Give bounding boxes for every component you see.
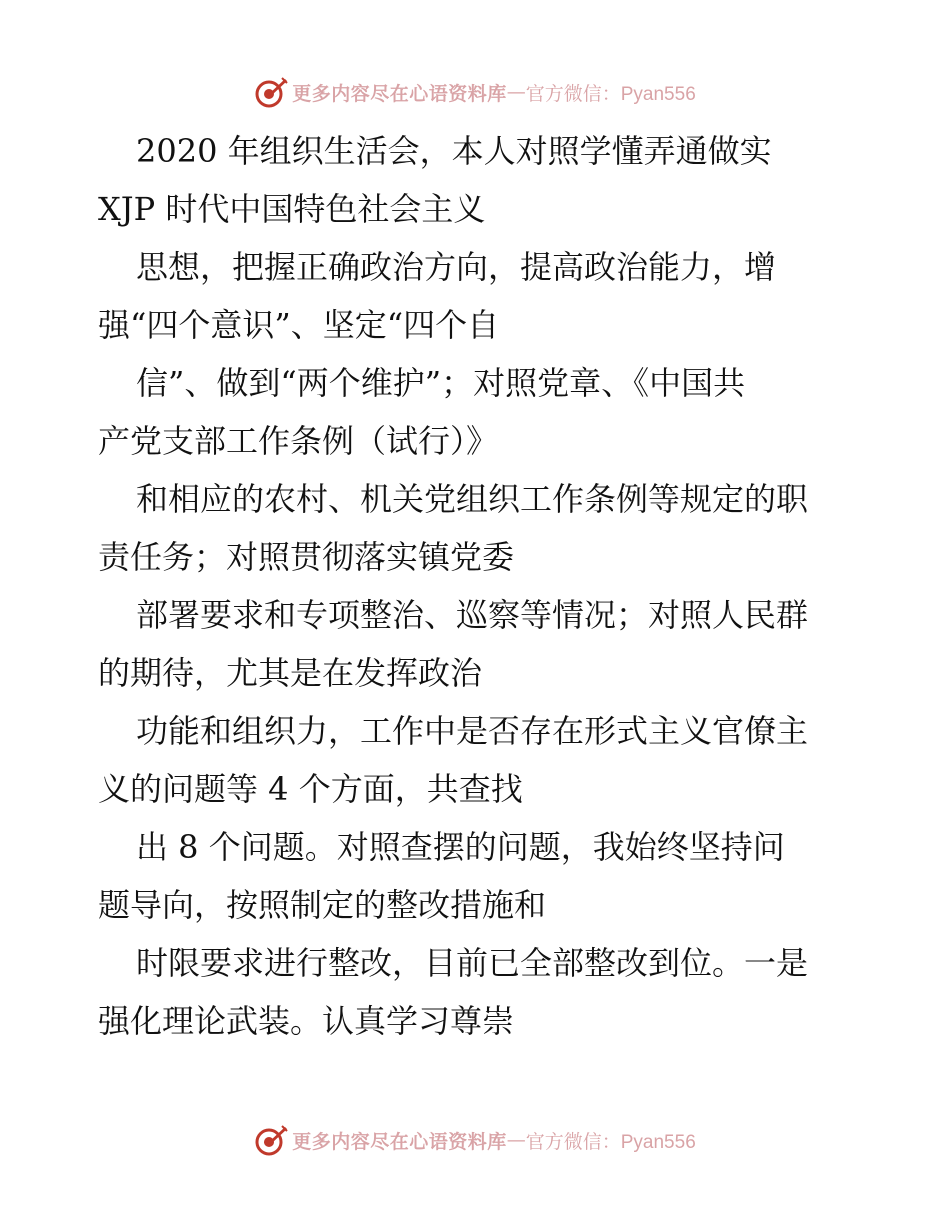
watermark-site-name: 更多内容尽在心语资料库 [292, 82, 507, 105]
body-line: 责任务；对照贯彻落实镇党委 [98, 538, 515, 576]
watermark-account: 官方微信：Pyan556 [525, 83, 696, 105]
body-line: 产党支部工作条例（试行）》 [98, 422, 499, 460]
footer-watermark [0, 1120, 950, 1160]
body-line: 时限要求进行整改，目前已全部整改到位。一是 [136, 944, 809, 982]
watermark-site-name: 更多内容尽在心语资料库 [292, 1130, 507, 1153]
watermark-account: 官方微信：Pyan556 [525, 1131, 696, 1153]
body-line: 信”、做到“两个维护”；对照党章、《中国共 [136, 364, 746, 402]
watermark-separator: — [506, 1129, 526, 1151]
body-line: 的期待，尤其是在发挥政治 [98, 654, 483, 692]
pen-logo-icon [254, 1123, 288, 1157]
body-line: 和相应的农村、机关党组织工作条例等规定的职 [136, 480, 809, 518]
document-body [98, 122, 858, 1050]
body-line: 强化理论武装。认真学习尊崇 [98, 1002, 515, 1040]
watermark-separator: — [506, 81, 526, 103]
header-watermark [0, 72, 950, 112]
body-line: 出 8 个问题。对照查摆的问题，我始终坚持问 [136, 828, 785, 866]
pen-logo-icon [254, 75, 288, 109]
body-line: 题导向，按照制定的整改措施和 [98, 886, 547, 924]
body-line: 义的问题等 4 个方面，共查找 [98, 770, 523, 808]
body-line: XJP 时代中国特色社会主义 [98, 190, 486, 228]
body-line: 2020 年组织生活会，本人对照学懂弄通做实 [136, 132, 772, 170]
body-line: 功能和组织力，工作中是否存在形式主义官僚主 [136, 712, 809, 750]
body-line: 思想，把握正确政治方向，提高政治能力，增 [136, 248, 777, 286]
body-line: 强“四个意识”、坚定“四个自 [98, 306, 500, 344]
body-line: 部署要求和专项整治、巡察等情况；对照人民群 [136, 596, 809, 634]
